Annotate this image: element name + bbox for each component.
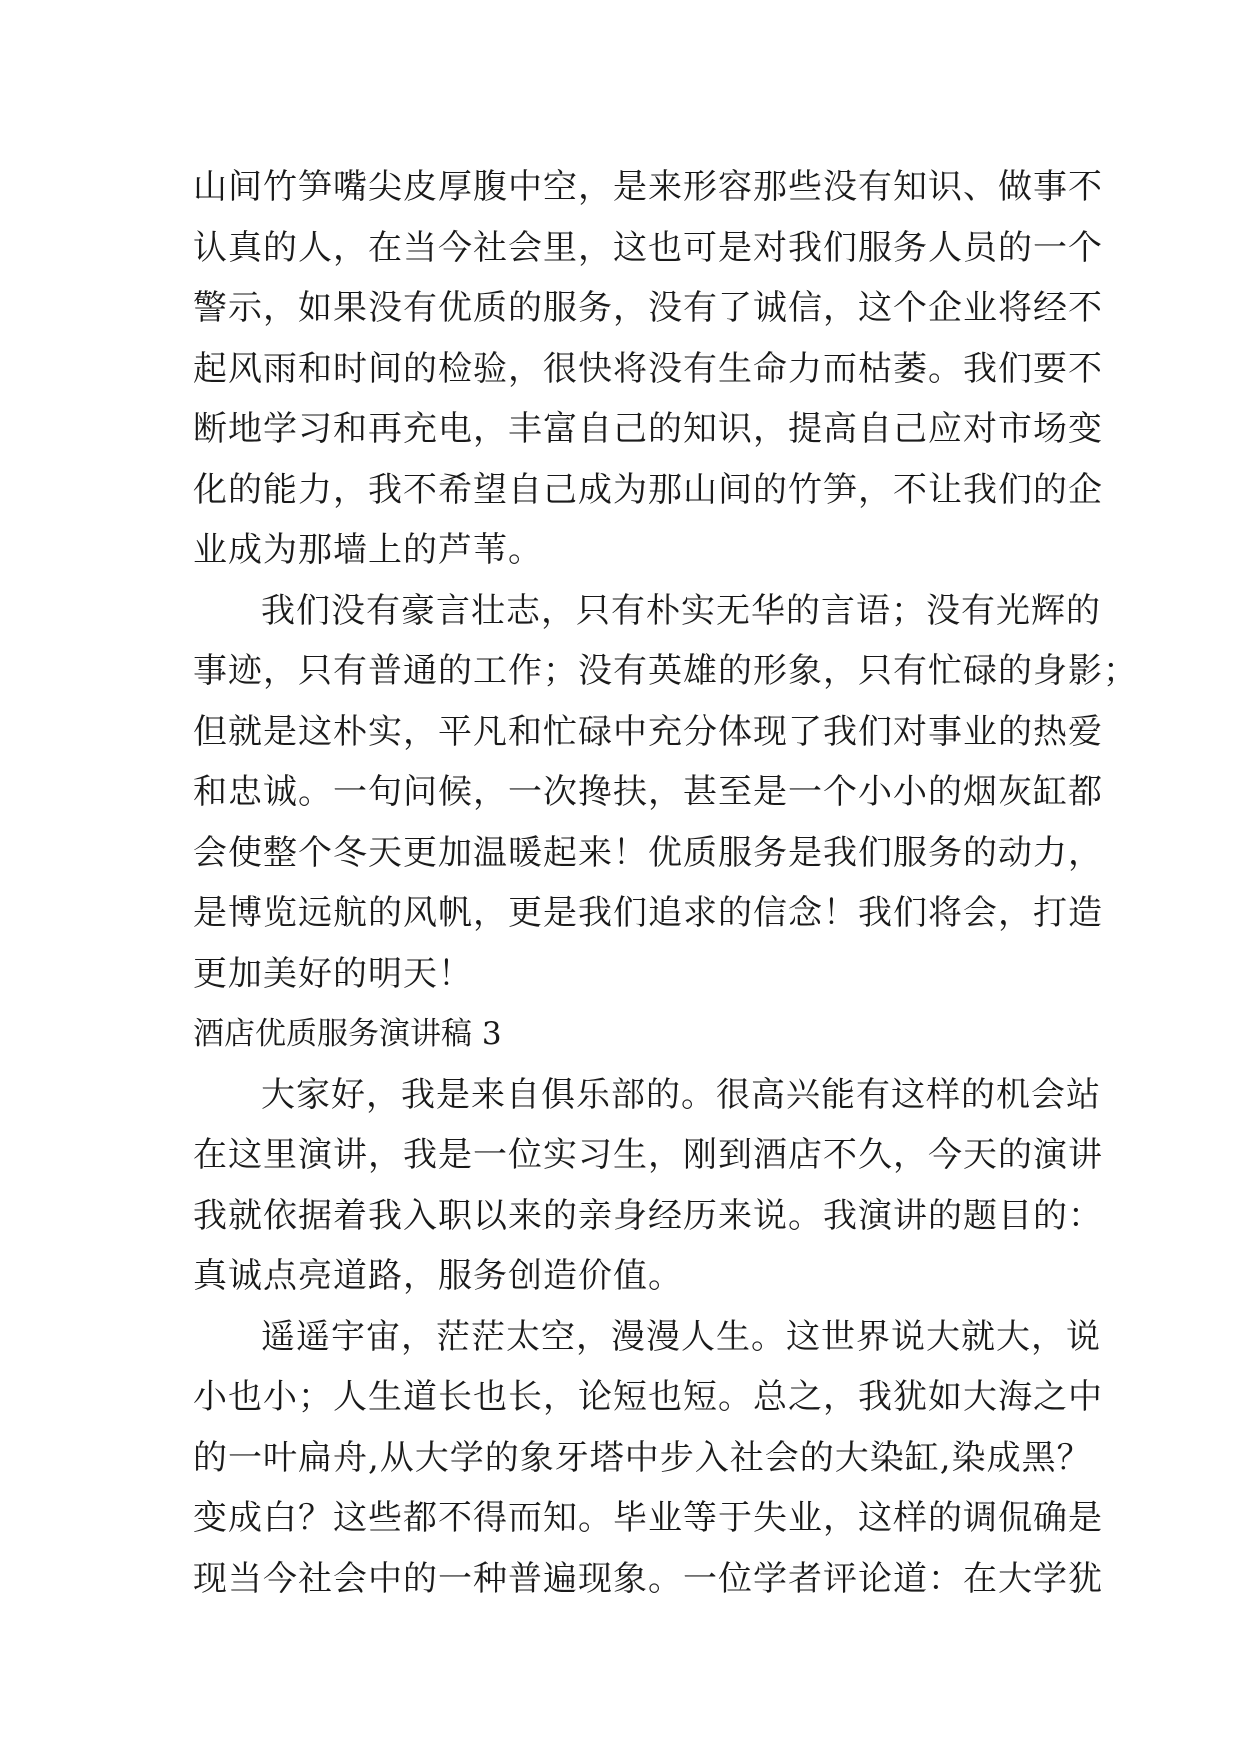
paragraph-1-line-4: 起风雨和时间的检验，很快将没有生命力而枯萎。我们要不 (193, 348, 1103, 389)
paragraph-2-line-3: 但就是这朴实，平凡和忙碌中充分体现了我们对事业的热爱 (193, 711, 1103, 752)
paragraph-2-line-4: 和忠诚。一句问候，一次搀扶，甚至是一个小小的烟灰缸都 (193, 772, 1103, 812)
paragraph-3-line-2: 在这里演讲，我是一位实习生，刚到酒店不久，今天的演讲 (193, 1135, 1103, 1175)
paragraph-2-line-5: 会使整个冬天更加温暖起来！优质服务是我们服务的动力， (193, 832, 1103, 873)
paragraph-2-line-7: 更加美好的明天！ (193, 953, 473, 994)
paragraph-1-line-6: 化的能力，我不希望自己成为那山间的竹笋，不让我们的企 (193, 469, 1103, 510)
paragraph-3-line-4: 真诚点亮道路，服务创造价值。 (193, 1256, 683, 1296)
paragraph-1-line-1: 山间竹笋嘴尖皮厚腹中空，是来形容那些没有知识、做事不 (193, 167, 1103, 207)
paragraph-4-line-3: 的一叶扁舟,从大学的象牙塔中步入社会的大染缸,染成黑？ (193, 1437, 1092, 1478)
paragraph-2-line-1: 我们没有豪言壮志，只有朴实无华的言语；没有光辉的 (261, 590, 1101, 631)
paragraph-1-line-5: 断地学习和再充电，丰富自己的知识，提高自己应对市场变 (193, 409, 1103, 449)
paragraph-4-line-1: 遥遥宇宙，茫茫太空，漫漫人生。这世界说大就大，说 (261, 1316, 1101, 1357)
paragraph-2-line-2: 事迹，只有普通的工作；没有英雄的形象，只有忙碌的身影； (193, 651, 1138, 691)
paragraph-3-line-1: 大家好，我是来自俱乐部的。很高兴能有这样的机会站 (261, 1074, 1101, 1115)
paragraph-4-line-5: 现当今社会中的一种普遍现象。一位学者评论道：在大学犹 (193, 1558, 1103, 1599)
paragraph-2-line-6: 是博览远航的风帆，更是我们追求的信念！我们将会，打造 (193, 893, 1103, 933)
paragraph-1-line-3: 警示，如果没有优质的服务，没有了诚信，这个企业将经不 (193, 288, 1103, 328)
document-body (193, 157, 1138, 1609)
paragraph-3-line-3: 我就依据着我入职以来的亲身经历来说。我演讲的题目的： (193, 1195, 1103, 1236)
paragraph-4-line-4: 变成白？这些都不得而知。毕业等于失业，这样的调侃确是 (193, 1498, 1103, 1538)
paragraph-4-line-2: 小也小；人生道长也长，论短也短。总之，我犹如大海之中 (193, 1377, 1103, 1417)
section-heading: 酒店优质服务演讲稿 3 (193, 1016, 502, 1052)
paragraph-1-line-7: 业成为那墙上的芦苇。 (193, 530, 543, 570)
paragraph-1-line-2: 认真的人，在当今社会里，这也可是对我们服务人员的一个 (193, 227, 1103, 268)
